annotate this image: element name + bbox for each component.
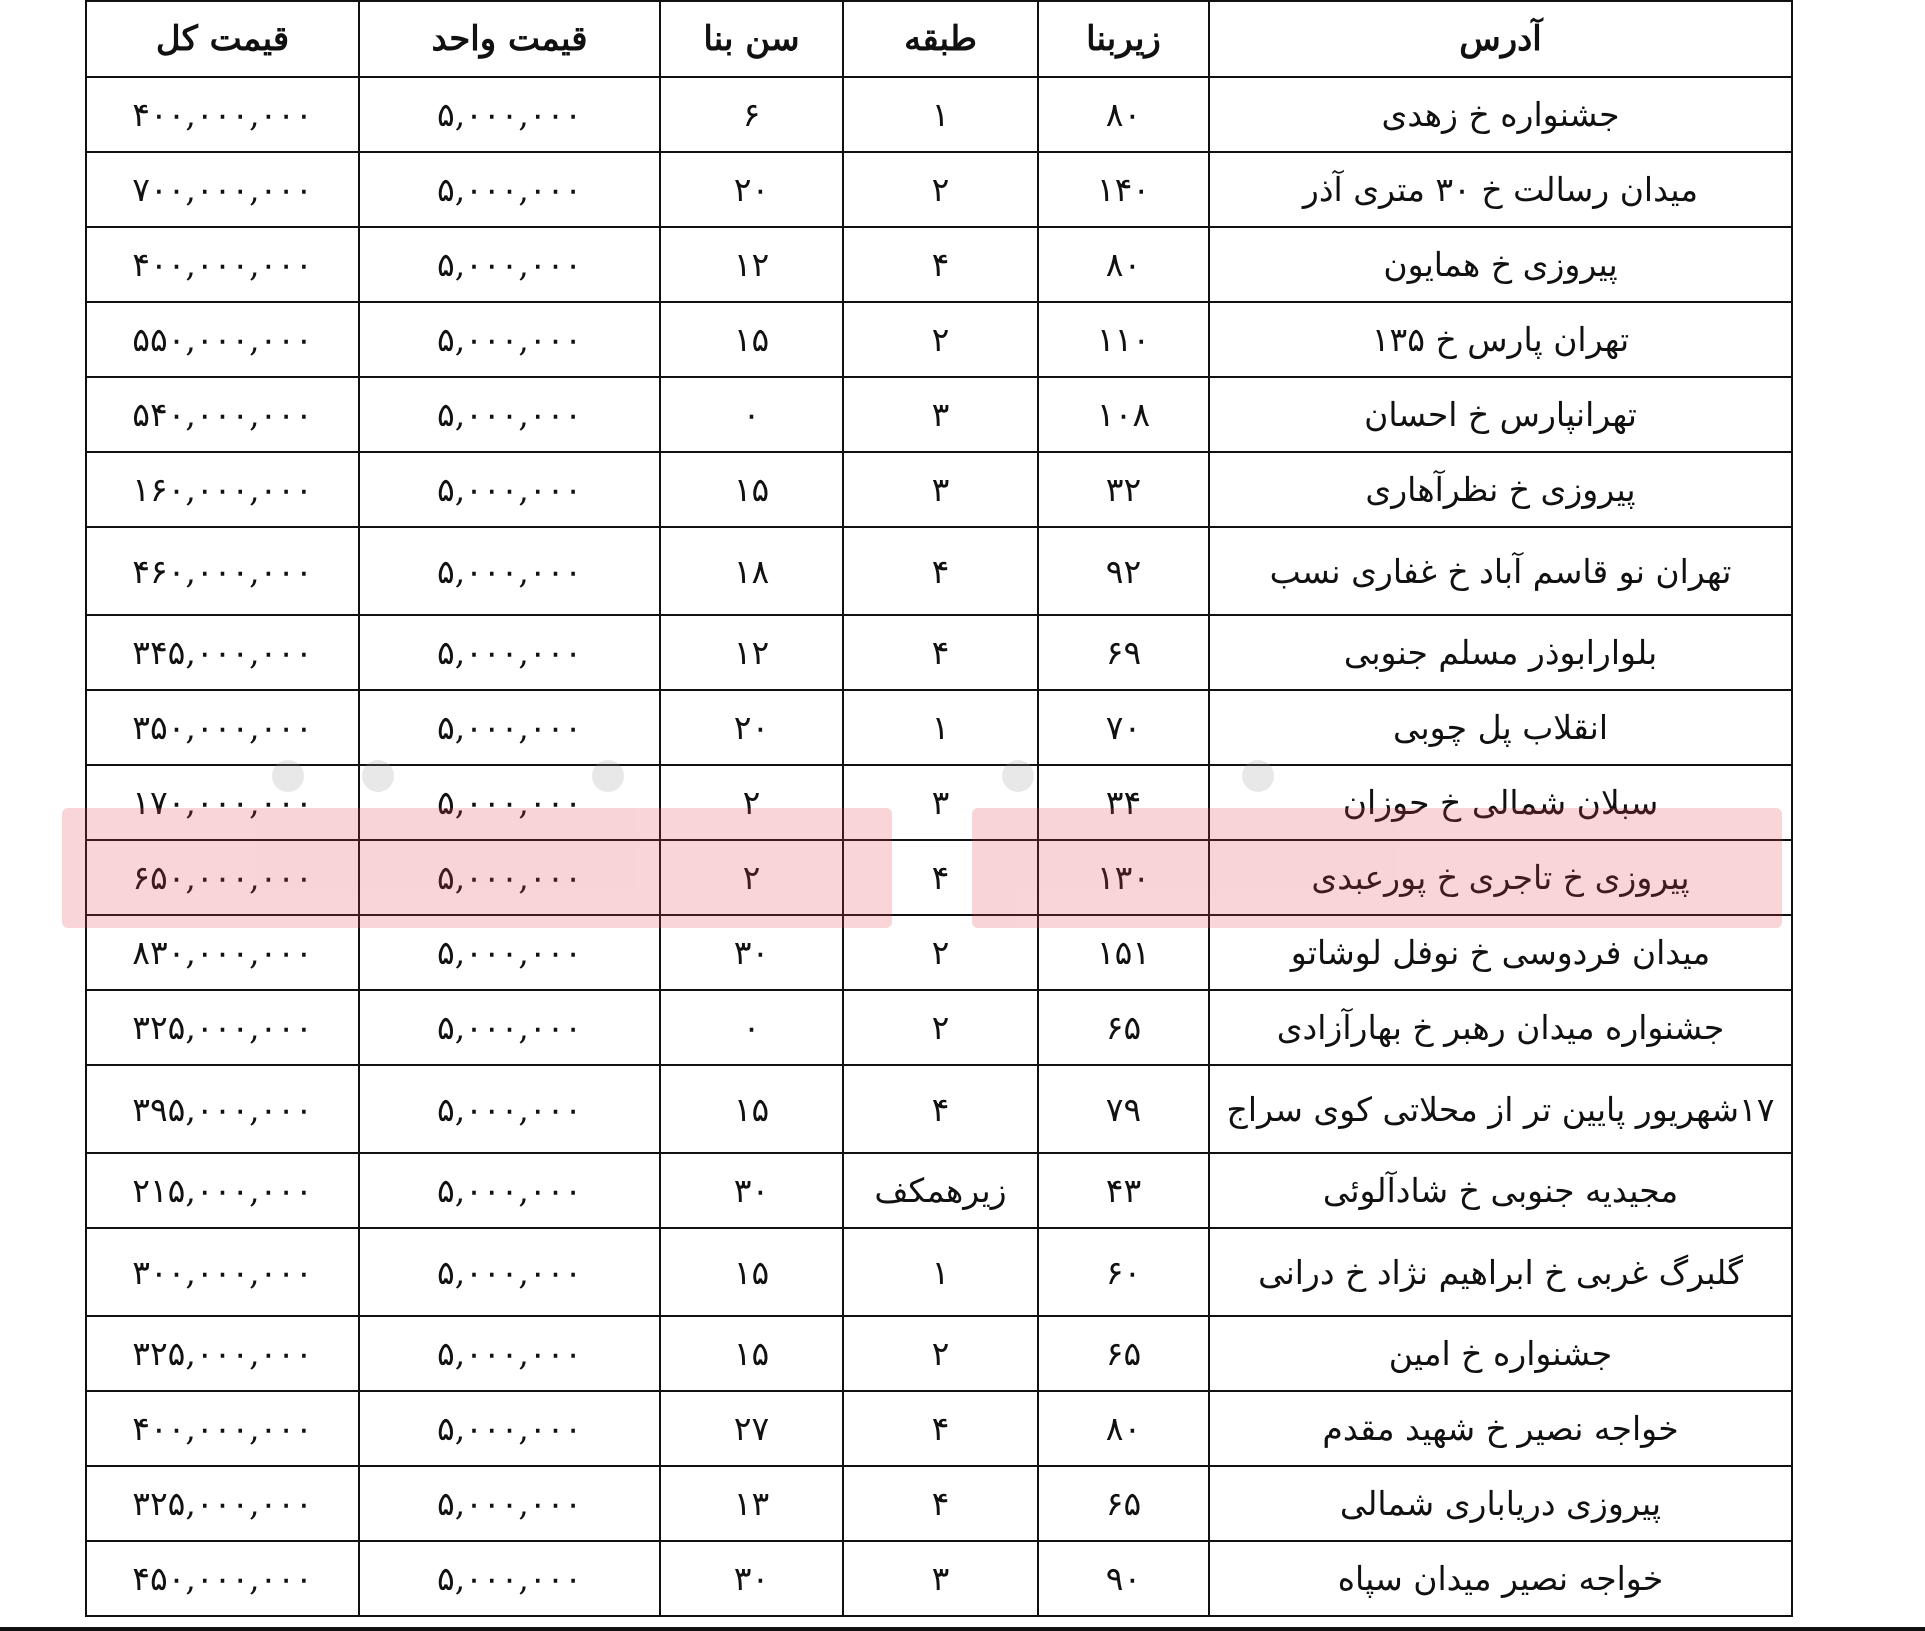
cell-unit-price: ۵,۰۰۰,۰۰۰ [359,765,660,840]
cell-total-price: ۱۶۰,۰۰۰,۰۰۰ [86,452,359,527]
table-row [86,1391,1792,1466]
table-row [86,227,1792,302]
cell-age: ۱۵ [660,1228,843,1316]
cell-floor: ۴ [843,1466,1038,1541]
cell-area: ۳۴ [1038,765,1209,840]
cell-unit-price: ۵,۰۰۰,۰۰۰ [359,1466,660,1541]
cell-floor: ۲ [843,915,1038,990]
table-row [86,377,1792,452]
cell-age: ۲۰ [660,152,843,227]
table-row [86,1228,1792,1316]
cell-total-price: ۴۰۰,۰۰۰,۰۰۰ [86,1391,359,1466]
header-total-price: قیمت کل [86,1,359,77]
cell-unit-price: ۵,۰۰۰,۰۰۰ [359,1065,660,1153]
cell-area: ۶۰ [1038,1228,1209,1316]
table-row [86,765,1792,840]
cell-floor: ۳ [843,452,1038,527]
cell-total-price: ۴۶۰,۰۰۰,۰۰۰ [86,527,359,615]
cell-area: ۶۵ [1038,1316,1209,1391]
cell-area: ۶۹ [1038,615,1209,690]
table-row [86,615,1792,690]
cell-area: ۱۰۸ [1038,377,1209,452]
cell-age: ۱۵ [660,1065,843,1153]
cell-address: خواجه نصیر میدان سپاه [1209,1541,1792,1616]
cell-address: گلبرگ غربی خ ابراهیم نژاد خ درانی [1209,1228,1792,1316]
cell-address: جشنواره خ زهدی [1209,77,1792,152]
cell-total-price: ۳۵۰,۰۰۰,۰۰۰ [86,690,359,765]
cell-age: ۱۸ [660,527,843,615]
cell-age: ۱۵ [660,1316,843,1391]
cell-total-price: ۴۰۰,۰۰۰,۰۰۰ [86,77,359,152]
cell-area: ۸۰ [1038,1391,1209,1466]
cell-address: تهران نو قاسم آباد خ غفاری نسب [1209,527,1792,615]
cell-unit-price: ۵,۰۰۰,۰۰۰ [359,1316,660,1391]
table-body [86,77,1792,1616]
price-table [85,0,1793,1617]
cell-unit-price: ۵,۰۰۰,۰۰۰ [359,1391,660,1466]
cell-floor: ۲ [843,152,1038,227]
listing-table-container [85,0,1791,1617]
table-row [86,1065,1792,1153]
cell-unit-price: ۵,۰۰۰,۰۰۰ [359,527,660,615]
cell-address: انقلاب پل چوبی [1209,690,1792,765]
cell-total-price: ۳۲۵,۰۰۰,۰۰۰ [86,1316,359,1391]
cell-address: پیروزی خ نظرآهاری [1209,452,1792,527]
cell-floor: ۴ [843,527,1038,615]
cell-total-price: ۸۳۰,۰۰۰,۰۰۰ [86,915,359,990]
cell-floor: ۱ [843,690,1038,765]
table-header-row [86,1,1792,77]
cell-area: ۷۹ [1038,1065,1209,1153]
header-area: زیربنا [1038,1,1209,77]
table-row [86,77,1792,152]
cell-area: ۳۲ [1038,452,1209,527]
cell-unit-price: ۵,۰۰۰,۰۰۰ [359,302,660,377]
cell-address: پیروزی دریاباری شمالی [1209,1466,1792,1541]
cell-total-price: ۵۵۰,۰۰۰,۰۰۰ [86,302,359,377]
cell-address: تهران پارس خ ۱۳۵ [1209,302,1792,377]
table-row [86,1466,1792,1541]
cell-total-price: ۲۱۵,۰۰۰,۰۰۰ [86,1153,359,1228]
cell-total-price: ۱۷۰,۰۰۰,۰۰۰ [86,765,359,840]
cell-age: ۱۲ [660,615,843,690]
cell-address: تهرانپارس خ احسان [1209,377,1792,452]
cell-address: مجیدیه جنوبی خ شادآلوئی [1209,1153,1792,1228]
cell-unit-price: ۵,۰۰۰,۰۰۰ [359,990,660,1065]
cell-unit-price: ۵,۰۰۰,۰۰۰ [359,227,660,302]
cell-total-price: ۳۹۵,۰۰۰,۰۰۰ [86,1065,359,1153]
cell-area: ۹۰ [1038,1541,1209,1616]
cell-age: ۶ [660,77,843,152]
cell-address: بلوارابوذر مسلم جنوبی [1209,615,1792,690]
cell-total-price: ۳۲۵,۰۰۰,۰۰۰ [86,1466,359,1541]
header-unit-price: قیمت واحد [359,1,660,77]
page-bottom-rule [0,1627,1925,1631]
cell-floor: ۴ [843,840,1038,915]
cell-address: سبلان شمالی خ حوزان [1209,765,1792,840]
cell-area: ۴۳ [1038,1153,1209,1228]
cell-floor: ۱ [843,1228,1038,1316]
cell-floor: ۳ [843,765,1038,840]
cell-address: میدان رسالت خ ۳۰ متری آذر [1209,152,1792,227]
cell-address: میدان فردوسی خ نوفل لوشاتو [1209,915,1792,990]
table-row [86,1541,1792,1616]
cell-floor: زیرهمکف [843,1153,1038,1228]
table-row [86,990,1792,1065]
cell-floor: ۲ [843,990,1038,1065]
cell-unit-price: ۵,۰۰۰,۰۰۰ [359,377,660,452]
table-row [86,527,1792,615]
cell-unit-price: ۵,۰۰۰,۰۰۰ [359,1153,660,1228]
cell-unit-price: ۵,۰۰۰,۰۰۰ [359,615,660,690]
cell-age: ۱۲ [660,227,843,302]
cell-unit-price: ۵,۰۰۰,۰۰۰ [359,452,660,527]
cell-floor: ۲ [843,302,1038,377]
table-row [86,452,1792,527]
cell-unit-price: ۵,۰۰۰,۰۰۰ [359,915,660,990]
header-age: سن بنا [660,1,843,77]
table-row [86,840,1792,915]
cell-age: ۱۵ [660,302,843,377]
cell-area: ۱۱۰ [1038,302,1209,377]
cell-unit-price: ۵,۰۰۰,۰۰۰ [359,152,660,227]
table-row [86,152,1792,227]
cell-floor: ۲ [843,1316,1038,1391]
cell-total-price: ۶۵۰,۰۰۰,۰۰۰ [86,840,359,915]
cell-area: ۶۵ [1038,1466,1209,1541]
cell-area: ۱۴۰ [1038,152,1209,227]
cell-age: ۰ [660,990,843,1065]
cell-total-price: ۴۵۰,۰۰۰,۰۰۰ [86,1541,359,1616]
cell-area: ۱۵۱ [1038,915,1209,990]
cell-area: ۷۰ [1038,690,1209,765]
cell-address: ۱۷شهریور پایین تر از محلاتی کوی سراج [1209,1065,1792,1153]
cell-address: جشنواره خ امین [1209,1316,1792,1391]
cell-area: ۶۵ [1038,990,1209,1065]
cell-area: ۸۰ [1038,227,1209,302]
cell-age: ۲۰ [660,690,843,765]
cell-area: ۹۲ [1038,527,1209,615]
cell-unit-price: ۵,۰۰۰,۰۰۰ [359,840,660,915]
header-address: آدرس [1209,1,1792,77]
cell-total-price: ۷۰۰,۰۰۰,۰۰۰ [86,152,359,227]
cell-unit-price: ۵,۰۰۰,۰۰۰ [359,1228,660,1316]
cell-age: ۳۰ [660,1541,843,1616]
table-row [86,302,1792,377]
cell-address: جشنواره میدان رهبر خ بهارآزادی [1209,990,1792,1065]
cell-area: ۱۳۰ [1038,840,1209,915]
cell-floor: ۴ [843,227,1038,302]
cell-unit-price: ۵,۰۰۰,۰۰۰ [359,1541,660,1616]
cell-address: خواجه نصیر خ شهید مقدم [1209,1391,1792,1466]
table-row [86,690,1792,765]
cell-address: پیروزی خ تاجری خ پورعبدی [1209,840,1792,915]
cell-age: ۰ [660,377,843,452]
cell-age: ۱۳ [660,1466,843,1541]
header-floor: طبقه [843,1,1038,77]
cell-age: ۲ [660,840,843,915]
cell-age: ۱۵ [660,452,843,527]
cell-floor: ۳ [843,377,1038,452]
table-row [86,915,1792,990]
cell-total-price: ۴۰۰,۰۰۰,۰۰۰ [86,227,359,302]
cell-age: ۲۷ [660,1391,843,1466]
cell-area: ۸۰ [1038,77,1209,152]
cell-age: ۳۰ [660,915,843,990]
table-row [86,1153,1792,1228]
cell-unit-price: ۵,۰۰۰,۰۰۰ [359,690,660,765]
cell-address: پیروزی خ همایون [1209,227,1792,302]
cell-total-price: ۳۲۵,۰۰۰,۰۰۰ [86,990,359,1065]
cell-floor: ۴ [843,1065,1038,1153]
cell-floor: ۳ [843,1541,1038,1616]
cell-age: ۳۰ [660,1153,843,1228]
cell-floor: ۴ [843,615,1038,690]
cell-total-price: ۵۴۰,۰۰۰,۰۰۰ [86,377,359,452]
cell-unit-price: ۵,۰۰۰,۰۰۰ [359,77,660,152]
cell-total-price: ۳۰۰,۰۰۰,۰۰۰ [86,1228,359,1316]
cell-floor: ۴ [843,1391,1038,1466]
cell-total-price: ۳۴۵,۰۰۰,۰۰۰ [86,615,359,690]
cell-floor: ۱ [843,77,1038,152]
table-row [86,1316,1792,1391]
cell-age: ۲ [660,765,843,840]
